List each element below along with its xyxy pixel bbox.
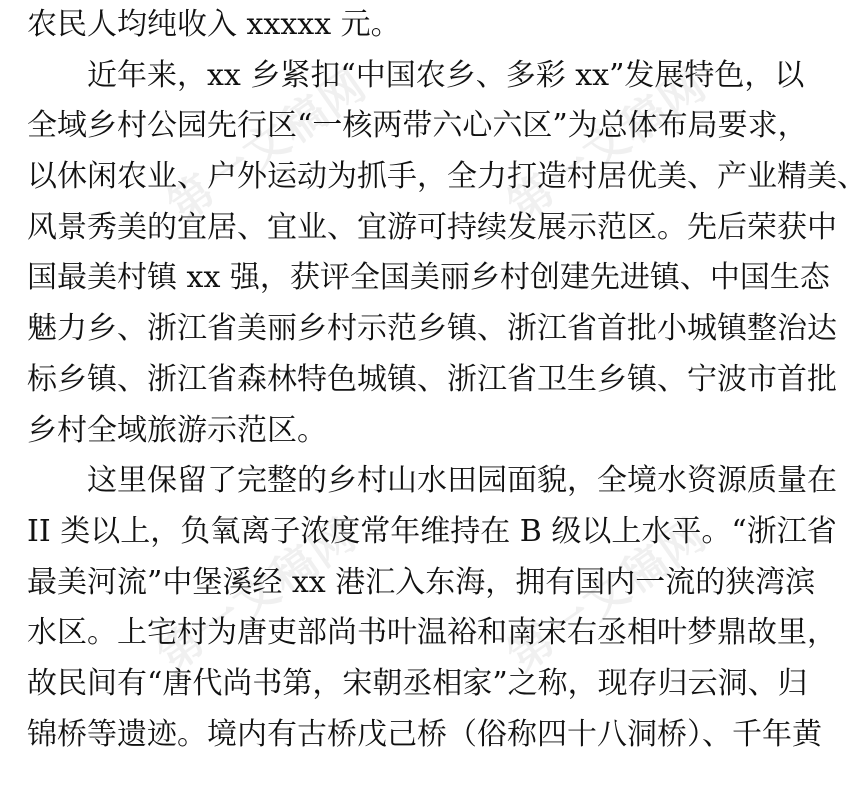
text-line: 水区。上宅村为唐吏部尚书叶温裕和南宋右丞相叶梦鼎故里， (27, 615, 837, 651)
text-line: 风景秀美的宜居、宜业、宜游可持续发展示范区。先后荣获中 (27, 209, 837, 245)
paragraph-start-line: 近年来，xx 乡紧扣“中国农乡、多彩 xx”发展特色，以 (87, 57, 805, 93)
text-line: II 类以上，负氧离子浓度常年维持在 B 级以上水平。“浙江省 (27, 513, 837, 549)
text-line: 标乡镇、浙江省森林特色城镇、浙江省卫生乡镇、宁波市首批 (27, 361, 837, 397)
watermark: 第一文稿网 (148, 508, 367, 683)
text-line: 锦桥等遗迹。境内有古桥戊己桥（俗称四十八洞桥）、千年黄 (27, 716, 822, 752)
paragraph-start-line: 这里保留了完整的乡村山水田园面貌，全境水资源质量在 (87, 463, 837, 499)
text-line: 国最美村镇 xx 强，获评全国美丽乡村创建先进镇、中国生态 (27, 260, 830, 296)
text-line: 故民间有“唐代尚书第，宋朝丞相家”之称，现存归云洞、归 (27, 665, 808, 701)
text-line: 以休闲农业、户外运动为抓手，全力打造村居优美、产业精美、 (27, 159, 867, 195)
paragraph-end-line: 乡村全域旅游示范区。 (27, 412, 327, 448)
text-line: 农民人均纯收入 xxxxx 元。 (27, 7, 401, 42)
text-line: 全域乡村公园先行区“一核两带六心六区”为总体布局要求， (27, 108, 808, 144)
document-body (27, 0, 867, 760)
text-line: 最美河流”中堡溪经 xx 港汇入东海，拥有国内一流的狭湾滨 (27, 564, 816, 600)
watermark: 第一文稿网 (158, 58, 377, 233)
text-line: 魅力乡、浙江省美丽乡村示范乡镇、浙江省首批小城镇整治达 (27, 311, 837, 347)
watermark: 第一文稿网 (498, 58, 717, 233)
watermark: 第一文稿网 (498, 508, 717, 683)
